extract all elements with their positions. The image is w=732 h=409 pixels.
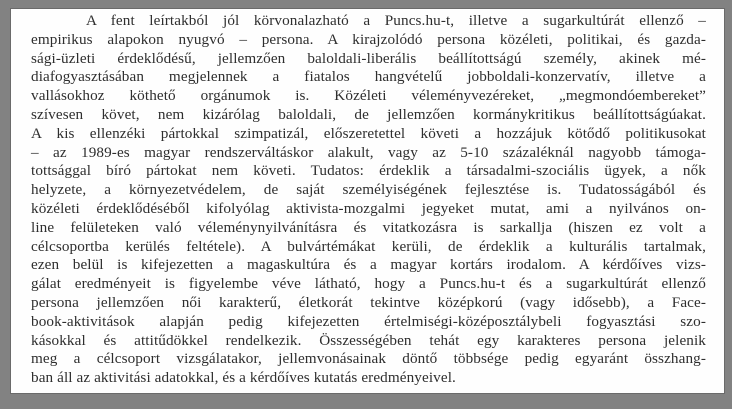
text-line: tottsággal bíró pártokat nem követi. Tudatos: érdeklik a társadalmi-szociális ügyek, a nők <box>31 162 706 180</box>
text-line: gálat eredményeit is figyelembe véve látható, hogy a Puncs.hu-t és a sugarkultúrát ellenző <box>31 275 706 293</box>
text-line: vallásokhoz köthető orgánumok is. Közéleti véleményvezéreket, „megmondóembereket” <box>31 87 706 105</box>
text-line: kásokkal és attitűdökkel rendelkezik. Összességében tehát egy karakteres persona jelenik <box>31 331 706 349</box>
text-line: A kis ellenzéki pártokkal szimpatizál, előszeretettel követi a hozzájuk kötődő politikusokat <box>31 124 706 142</box>
text-line: sági-üzleti érdeklődésű, jellemzően baloldali-liberális beállítottságú személy, akinek mé- <box>31 49 706 67</box>
text-line: A fent leírtakból jól körvonalazható a Puncs.hu-t, illetve a sugarkultúrát ellenző – <box>86 12 706 29</box>
text-line: empirikus alapokon nyugvó – persona. A kirajzolódó persona közéleti, politikai, és gazda- <box>31 30 706 48</box>
document-page <box>10 8 725 394</box>
text-line: line felületeken való véleménynyilvánításra és vitatkozásra is sarkallja (hiszen ez volt a <box>31 218 706 236</box>
text-line: book-aktivitások alapján pedig kifejezetten értelmiségi-középosztálybeli fogyasztási szo- <box>31 312 706 330</box>
text-line: ezen belül is kifejezetten a magaskultúra és a magyar kortárs irodalom. A kérdőíves vizs- <box>31 256 706 274</box>
text-line: szívesen követ, nem kizárólag baloldali, de jellemzően kormánykritikus beállítottságúakat. <box>31 105 706 123</box>
text-line: – az 1989-es magyar rendszerváltáskor alakult, vagy az 5-10 százaléknál nagyobb támoga- <box>31 143 706 161</box>
text-line: ban áll az aktivitási adatokkal, és a kérdőíves kutatás eredményeivel. <box>31 369 456 387</box>
text-line: közéleti érdeklődéséből kifolyólag aktivista-mozgalmi jegyeket mutat, ami a nyilvános on- <box>31 199 706 217</box>
text-line: meg a célcsoport vizsgálatakor, jellemvonásainak döntő többsége pedig egyaránt összhang- <box>31 350 706 368</box>
text-line: célcsoportba kerülés feltétele). A bulvártémákat kerüli, de érdeklik a kulturális tartalmak, <box>31 237 706 255</box>
body-text-paragraph <box>31 12 706 388</box>
text-line: helyzete, a környezetvédelem, de saját személyiségének fejlesztése is. Tudatosságából és <box>31 181 706 199</box>
text-line: diafogyasztásában megjelennek a fiatalos hangvételű jobboldali-konzervatív, illetve a <box>31 68 706 86</box>
text-line: persona jellemzően női karakterű, életkorát tekintve középkorú (vagy idősebb), a Face- <box>31 293 706 311</box>
